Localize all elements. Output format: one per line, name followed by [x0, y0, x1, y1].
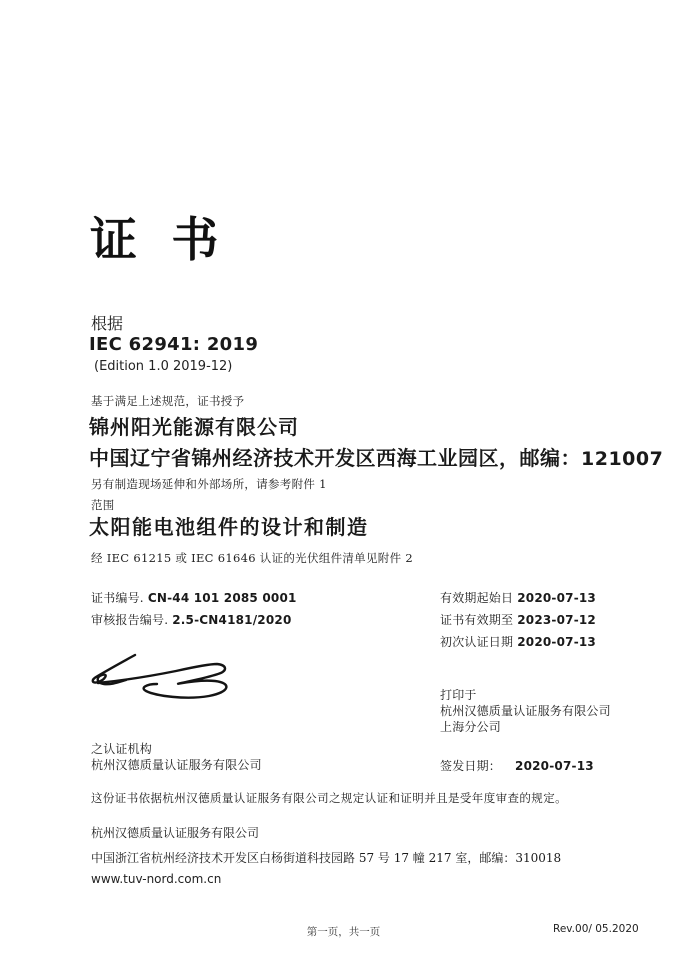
- issuer-address: 中国浙江省杭州经济技术开发区白杨街道科技园路 57 号 17 幢 217 室，邮编：310018: [91, 851, 562, 865]
- certification-body-block: [91, 741, 262, 773]
- standard-name: IEC 62941: 2019: [89, 334, 259, 355]
- legal-statement: 这份证书依据杭州汉德质量认证服务有限公司之规定认证和证明并且是受年度审查的规定。: [91, 791, 567, 805]
- manufacturing-sites-note: 另有制造现场延伸和外部场所，请参考附件 1: [91, 477, 327, 491]
- postal-code: 121007: [581, 448, 664, 470]
- validity-start-value: 2020-07-13: [517, 591, 596, 605]
- audit-report-label: 审核报告编号.: [91, 613, 169, 627]
- validity-end-value: 2023-07-12: [517, 613, 596, 627]
- printing-company: 杭州汉德质量认证服务有限公司: [440, 704, 611, 718]
- standard-edition: (Edition 1.0 2019-12): [94, 359, 233, 374]
- printing-branch: 上海分公司: [440, 720, 502, 734]
- certification-body-label: 之认证机构: [91, 742, 153, 756]
- certificate-number-value: CN-44 101 2085 0001: [147, 591, 297, 605]
- initial-certification-label: 初次认证日期: [440, 635, 514, 649]
- address-text: 中国辽宁省锦州经济技术开发区西海工业园区，邮编：: [89, 446, 581, 470]
- issue-date-value: 2020-07-13: [515, 759, 594, 773]
- issue-date-row: [440, 757, 594, 774]
- initial-certification-value: 2020-07-13: [517, 635, 596, 649]
- audit-report-value: 2.5-CN4181/2020: [172, 613, 292, 627]
- footer-page-info: 第一页，共一页: [306, 926, 381, 938]
- certificate-title: 证 书: [90, 213, 228, 268]
- issuer-company: 杭州汉德质量认证服务有限公司: [91, 826, 260, 840]
- issuer-website: www.tuv-nord.com.cn: [91, 872, 222, 886]
- footer-revision: Rev.00/ 05.2020: [553, 923, 639, 935]
- certificate-number-label: 证书编号.: [91, 591, 144, 605]
- validity-start-row: [440, 589, 596, 606]
- certificate-number-row: [91, 589, 297, 606]
- award-statement: 基于满足上述规范，证书授予: [91, 394, 245, 408]
- validity-end-row: [440, 611, 596, 628]
- certified-company-address: [89, 442, 663, 471]
- scope-label: 范围: [91, 498, 115, 512]
- printed-at-block: [440, 687, 611, 735]
- certification-body-name: 杭州汉德质量认证服务有限公司: [91, 758, 262, 772]
- initial-certification-row: [440, 633, 596, 650]
- standard-basis-label: 根据: [91, 314, 124, 333]
- audit-report-row: [91, 611, 292, 628]
- scope-title: 太阳能电池组件的设计和制造: [89, 515, 369, 539]
- certified-company-name: 锦州阳光能源有限公司: [89, 415, 299, 439]
- scope-annex-note: 经 IEC 61215 或 IEC 61646 认证的光伏组件清单见附件 2: [91, 551, 413, 565]
- validity-start-label: 有效期起始日: [440, 591, 514, 605]
- issue-date-label: 签发日期：: [440, 759, 502, 773]
- signature: [78, 645, 258, 720]
- validity-end-label: 证书有效期至: [440, 613, 514, 627]
- printed-at-label: 打印于: [440, 688, 477, 702]
